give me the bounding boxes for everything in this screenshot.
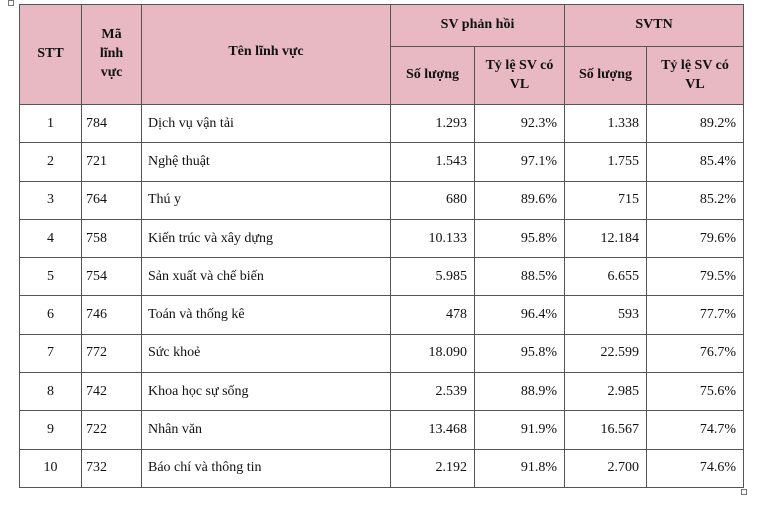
- cell-so-luong-svtn: 1.755: [565, 143, 647, 181]
- cell-ty-le-phan-hoi: 91.8%: [475, 449, 565, 487]
- header-ma-linh-vuc: Mã lĩnh vực: [82, 5, 142, 105]
- cell-ma: 772: [82, 334, 142, 372]
- cell-so-luong-svtn: 2.700: [565, 449, 647, 487]
- cell-so-luong-svtn: 6.655: [565, 258, 647, 296]
- cell-ma: 722: [82, 411, 142, 449]
- header-so-luong-2: Số lượng: [565, 47, 647, 105]
- cell-ty-le-phan-hoi: 91.9%: [475, 411, 565, 449]
- cell-ty-le-svtn: 79.5%: [647, 258, 744, 296]
- cell-ty-le-phan-hoi: 95.8%: [475, 219, 565, 257]
- cell-ten: Báo chí và thông tin: [142, 449, 391, 487]
- cell-ma: 742: [82, 373, 142, 411]
- cell-stt: 10: [20, 449, 82, 487]
- cell-stt: 1: [20, 105, 82, 143]
- header-stt: STT: [20, 5, 82, 105]
- cell-ten: Thú y: [142, 181, 391, 219]
- cell-ten: Toán và thống kê: [142, 296, 391, 334]
- cell-stt: 7: [20, 334, 82, 372]
- cell-so-luong-svtn: 593: [565, 296, 647, 334]
- cell-stt: 5: [20, 258, 82, 296]
- cell-so-luong-svtn: 715: [565, 181, 647, 219]
- cell-ten: Khoa học sự sống: [142, 373, 391, 411]
- cell-ma: 746: [82, 296, 142, 334]
- cell-ty-le-svtn: 89.2%: [647, 105, 744, 143]
- cell-ty-le-svtn: 74.7%: [647, 411, 744, 449]
- cell-so-luong-phan-hoi: 5.985: [391, 258, 475, 296]
- cell-stt: 6: [20, 296, 82, 334]
- table-row: [20, 373, 744, 411]
- table-row: [20, 219, 744, 257]
- cell-ty-le-phan-hoi: 96.4%: [475, 296, 565, 334]
- cell-ty-le-phan-hoi: 97.1%: [475, 143, 565, 181]
- table-row: [20, 181, 744, 219]
- cell-so-luong-svtn: 12.184: [565, 219, 647, 257]
- cell-ten: Kiến trúc và xây dựng: [142, 219, 391, 257]
- table-row: [20, 449, 744, 487]
- cell-ten: Nghệ thuật: [142, 143, 391, 181]
- cell-ma: 754: [82, 258, 142, 296]
- cell-so-luong-phan-hoi: 478: [391, 296, 475, 334]
- cell-ty-le-phan-hoi: 92.3%: [475, 105, 565, 143]
- table-row: [20, 258, 744, 296]
- cell-ty-le-svtn: 85.4%: [647, 143, 744, 181]
- top-left-handle: [8, 0, 14, 6]
- cell-ty-le-svtn: 85.2%: [647, 181, 744, 219]
- cell-so-luong-phan-hoi: 2.192: [391, 449, 475, 487]
- cell-so-luong-svtn: 16.567: [565, 411, 647, 449]
- cell-so-luong-svtn: 22.599: [565, 334, 647, 372]
- header-ty-le-2: Tỷ lệ SV có VL: [647, 47, 744, 105]
- table-row: [20, 411, 744, 449]
- cell-ten: Dịch vụ vận tải: [142, 105, 391, 143]
- cell-ty-le-svtn: 75.6%: [647, 373, 744, 411]
- cell-so-luong-phan-hoi: 1.293: [391, 105, 475, 143]
- cell-ma: 758: [82, 219, 142, 257]
- table-row: [20, 334, 744, 372]
- cell-ty-le-svtn: 77.7%: [647, 296, 744, 334]
- cell-ma: 721: [82, 143, 142, 181]
- cell-ty-le-svtn: 74.6%: [647, 449, 744, 487]
- statistics-table: [19, 4, 744, 488]
- cell-so-luong-phan-hoi: 680: [391, 181, 475, 219]
- cell-ten: Sức khoẻ: [142, 334, 391, 372]
- cell-stt: 8: [20, 373, 82, 411]
- cell-so-luong-phan-hoi: 10.133: [391, 219, 475, 257]
- bottom-right-handle: [741, 489, 747, 495]
- cell-ty-le-phan-hoi: 88.9%: [475, 373, 565, 411]
- cell-ma: 732: [82, 449, 142, 487]
- cell-so-luong-svtn: 2.985: [565, 373, 647, 411]
- cell-ma: 764: [82, 181, 142, 219]
- cell-ty-le-phan-hoi: 89.6%: [475, 181, 565, 219]
- cell-ty-le-svtn: 76.7%: [647, 334, 744, 372]
- table-row: [20, 296, 744, 334]
- header-so-luong-1: Số lượng: [391, 47, 475, 105]
- cell-stt: 2: [20, 143, 82, 181]
- cell-ten: Sản xuất và chế biến: [142, 258, 391, 296]
- table-row: [20, 143, 744, 181]
- cell-so-luong-svtn: 1.338: [565, 105, 647, 143]
- cell-stt: 4: [20, 219, 82, 257]
- cell-so-luong-phan-hoi: 1.543: [391, 143, 475, 181]
- cell-ma: 784: [82, 105, 142, 143]
- header-ten-linh-vuc: Tên lĩnh vực: [142, 5, 391, 105]
- cell-ty-le-phan-hoi: 95.8%: [475, 334, 565, 372]
- cell-so-luong-phan-hoi: 13.468: [391, 411, 475, 449]
- cell-so-luong-phan-hoi: 2.539: [391, 373, 475, 411]
- cell-ty-le-phan-hoi: 88.5%: [475, 258, 565, 296]
- table-row: [20, 105, 744, 143]
- cell-stt: 9: [20, 411, 82, 449]
- cell-ten: Nhân văn: [142, 411, 391, 449]
- header-ty-le-1: Tỷ lệ SV có VL: [475, 47, 565, 105]
- cell-so-luong-phan-hoi: 18.090: [391, 334, 475, 372]
- cell-ty-le-svtn: 79.6%: [647, 219, 744, 257]
- table-body: [20, 105, 744, 488]
- cell-stt: 3: [20, 181, 82, 219]
- header-sv-phan-hoi: SV phản hồi: [391, 5, 565, 47]
- header-svtn: SVTN: [565, 5, 744, 47]
